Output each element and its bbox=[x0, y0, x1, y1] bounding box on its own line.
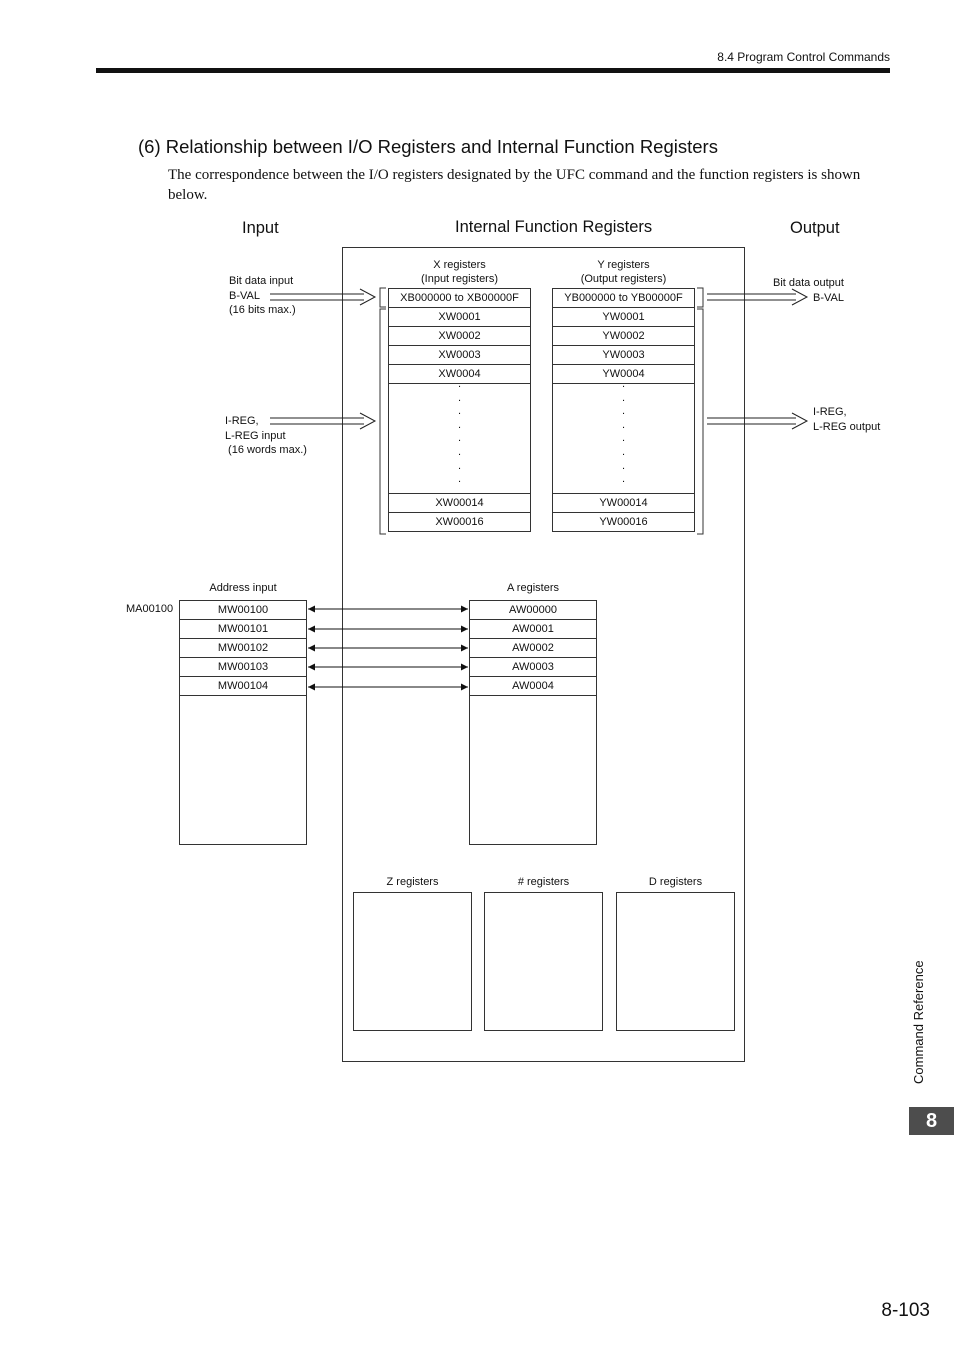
mw-empty-cell bbox=[179, 695, 307, 845]
mw-cell: MW00101 bbox=[179, 619, 307, 639]
input-heading: Input bbox=[242, 219, 279, 237]
a-registers-label: A registers bbox=[507, 582, 559, 594]
ellipsis: . . . . . . . . bbox=[621, 378, 626, 486]
y-cell: YW0002 bbox=[552, 326, 695, 346]
ellipsis: . . . . . . . . bbox=[457, 378, 462, 486]
output-heading: Output bbox=[790, 219, 840, 237]
address-start-label: MA00100 bbox=[126, 603, 174, 615]
x-registers-table bbox=[388, 288, 531, 532]
x-cell: XW0002 bbox=[388, 326, 531, 346]
mw-cell: MW00103 bbox=[179, 657, 307, 677]
aw-empty-cell bbox=[469, 695, 597, 845]
z-registers-label: Z registers bbox=[386, 876, 439, 888]
intro-paragraph: The correspondence between the I/O registers designated by the UFC command and the function registers is shown below. bbox=[168, 167, 861, 203]
mw-cell: MW00100 bbox=[179, 600, 307, 620]
header-rule bbox=[96, 68, 890, 73]
aw-cell: AW00000 bbox=[469, 600, 597, 620]
d-registers-box bbox=[616, 892, 735, 1031]
x-cell: XB000000 to XB00000F bbox=[388, 288, 531, 308]
hash-registers-label: # registers bbox=[517, 876, 570, 888]
y-cell: YW0001 bbox=[552, 307, 695, 327]
bit-data-input-label: Bit data input B-VAL (16 bits max.) bbox=[229, 275, 296, 316]
y-ellipsis-cell bbox=[552, 378, 695, 494]
x-cell: XW0003 bbox=[388, 345, 531, 365]
page-number: 8-103 bbox=[881, 1300, 930, 1321]
x-cell: XW0004 bbox=[388, 364, 531, 384]
z-registers-box bbox=[353, 892, 472, 1031]
y-cell: YW00016 bbox=[552, 512, 695, 532]
running-header: 8.4 Program Control Commands bbox=[717, 50, 890, 64]
mw-cell: MW00104 bbox=[179, 676, 307, 696]
d-registers-label: D registers bbox=[648, 876, 703, 888]
x-registers-header: X registers (Input registers) bbox=[420, 259, 499, 285]
section-title: (6) Relationship between I/O Registers and Internal Function Registers bbox=[138, 136, 718, 157]
mw-cell: MW00102 bbox=[179, 638, 307, 658]
hash-registers-box bbox=[484, 892, 603, 1031]
y-cell: YB000000 to YB00000F bbox=[552, 288, 695, 308]
aw-cell: AW0004 bbox=[469, 676, 597, 696]
aw-cell: AW0002 bbox=[469, 638, 597, 658]
aw-cell: AW0003 bbox=[469, 657, 597, 677]
aw-registers-table bbox=[469, 600, 597, 845]
reg-output-label: I-REG, L-REG output bbox=[813, 406, 881, 433]
x-ellipsis-cell bbox=[388, 378, 531, 494]
x-cell: XW0001 bbox=[388, 307, 531, 327]
aw-cell: AW0001 bbox=[469, 619, 597, 639]
address-input-label: Address input bbox=[209, 582, 277, 594]
side-tab-label: Command Reference bbox=[911, 960, 926, 1084]
x-cell: XW00016 bbox=[388, 512, 531, 532]
internal-heading: Internal Function Registers bbox=[455, 218, 653, 236]
y-registers-table bbox=[552, 288, 695, 532]
x-cell: XW00014 bbox=[388, 493, 531, 513]
y-registers-header: Y registers (Output registers) bbox=[580, 259, 667, 285]
mw-registers-table bbox=[179, 600, 307, 845]
reg-input-label: I-REG, L-REG input (16 words max.) bbox=[225, 415, 307, 456]
y-cell: YW00014 bbox=[552, 493, 695, 513]
y-cell: YW0004 bbox=[552, 364, 695, 384]
bit-data-output-label: Bit data output B-VAL bbox=[773, 277, 844, 304]
chapter-tab: 8 bbox=[909, 1107, 954, 1135]
y-cell: YW0003 bbox=[552, 345, 695, 365]
